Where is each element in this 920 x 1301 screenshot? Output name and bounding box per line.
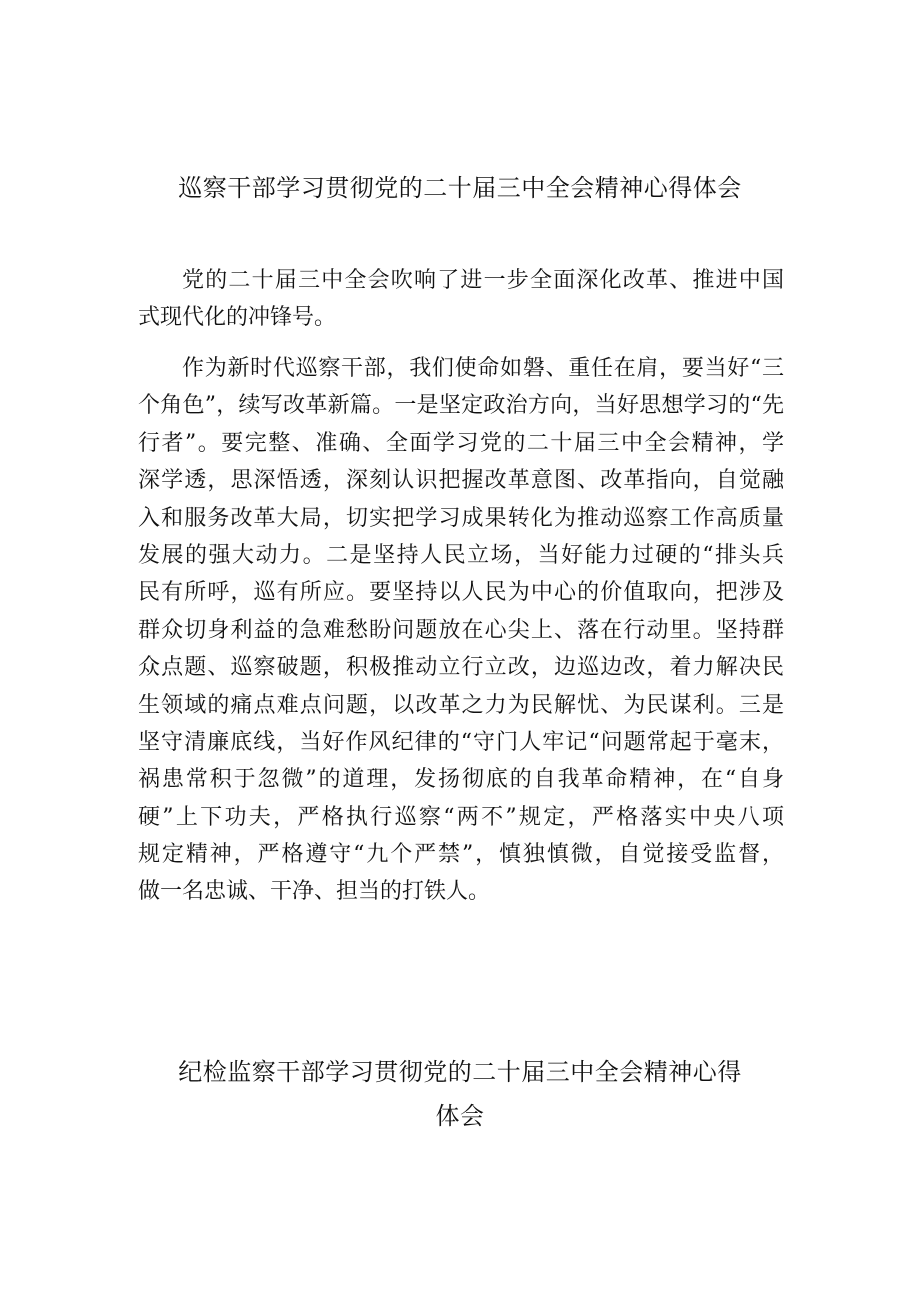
paragraph-main [138, 350, 784, 911]
text-line: 群众切身利益的急难愁盼问题放在心尖上、落在行动里。坚持群 [138, 617, 784, 643]
text-line: 行者”。要完整、准确、全面学习党的二十届三中全会精神，学 [138, 430, 784, 456]
text-line: 生领域的痛点难点问题，以改革之力为民解忧、为民谋利。三是 [138, 692, 784, 718]
article-title: 巡察干部学习贯彻党的二十届三中全会精神心得体会 [178, 174, 742, 202]
text-line: 作为新时代巡察干部，我们使命如磐、重任在肩，要当好“三 [182, 356, 784, 381]
text-line: 坚守清廉底线，当好作风纪律的“守门人牢记“问题常起于毫末， [138, 729, 784, 755]
text-line: 祸患常积于忽微”的道理，发扬彻底的自我革命精神，在“自身 [138, 767, 784, 793]
paragraph-intro [138, 262, 784, 337]
title-line: 体会 [435, 1102, 485, 1130]
title-line: 纪检监察干部学习贯彻党的二十届三中全会精神心得 [178, 1058, 742, 1086]
text-line: 个角色”，续写改革新篇。一是坚定政治方向，当好思想学习的“先 [138, 393, 784, 419]
text-line: 众点题、巡察破题，积极推动立行立改，边巡边改，着力解决民 [138, 655, 784, 681]
text-line: 硬”上下功夫，严格执行巡察“两不”规定，严格落实中央八项 [138, 804, 784, 830]
text-line: 民有所呼，巡有所应。要坚持以人民为中心的价值取向，把涉及 [138, 580, 784, 606]
text-line: 做一名忠诚、干净、担当的打铁人。 [138, 879, 491, 905]
text-line: 党的二十届三中全会吹响了进一步全面深化改革、推进中国 [182, 268, 784, 293]
second-article-title [0, 1050, 920, 1138]
text-line: 式现代化的冲锋号。 [138, 305, 337, 331]
text-line: 规定精神，严格遵守“九个严禁”，慎独慎微，自觉接受监督， [138, 842, 784, 868]
text-line: 发展的强大动力。二是坚持人民立场，当好能力过硬的“排头兵 [138, 542, 784, 568]
text-line: 深学透，思深悟透，深刻认识把握改革意图、改革指向，自觉融 [138, 468, 784, 494]
text-line: 入和服务改革大局，切实把学习成果转化为推动巡察工作高质量 [138, 505, 784, 531]
